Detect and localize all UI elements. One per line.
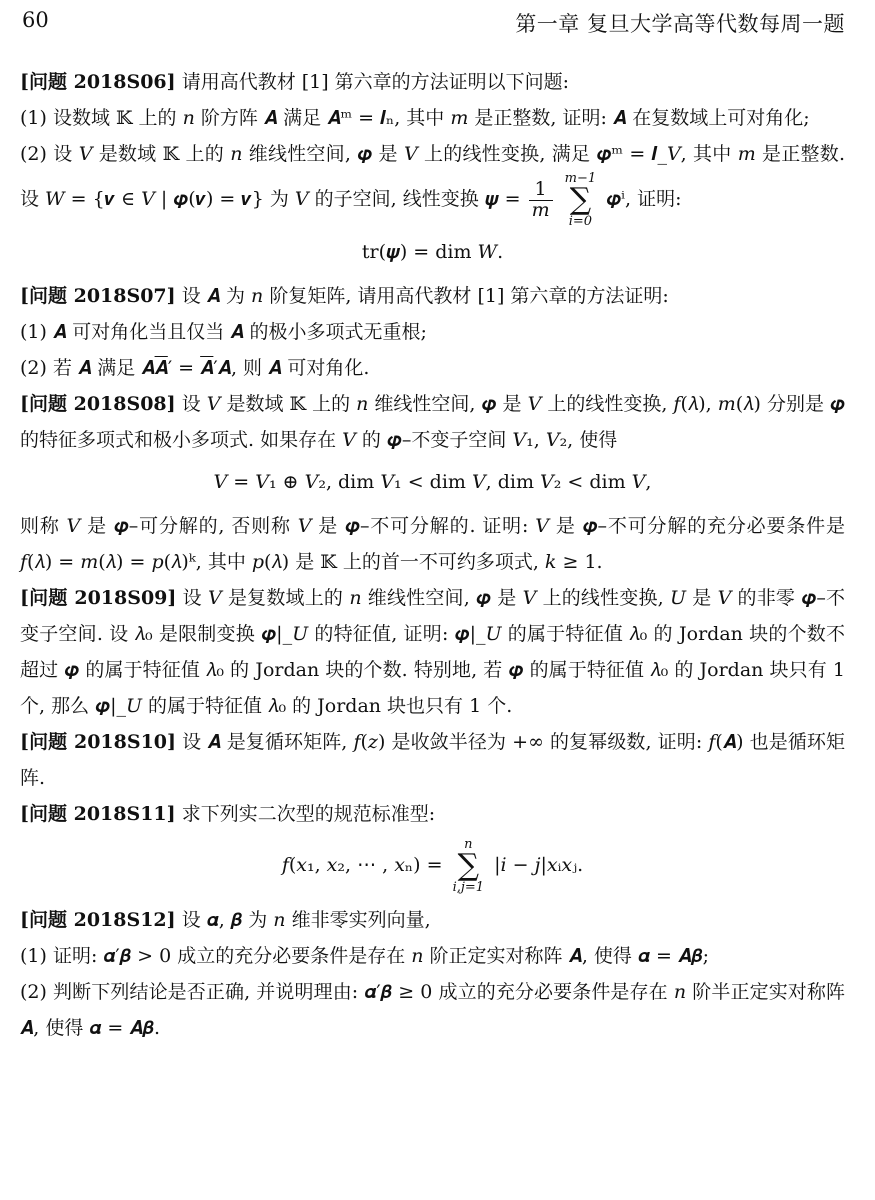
page-number: 60: [22, 8, 49, 32]
problem-07-part1: (1) 𝑨 可对角化当且仅当 𝑨 的极小多项式无重根;: [20, 321, 427, 343]
problem-11-intro-text: 求下列实二次型的规范标准型:: [181, 803, 436, 825]
problem-12-intro-text: 设 𝜶, 𝜷 为 𝑛 维非零实列向量,: [181, 909, 431, 931]
sigma-symbol: ∑: [569, 182, 592, 217]
summation-sign: [565, 172, 597, 228]
equation-left-side: 𝑓(𝑥₁, 𝑥₂, ⋯ , 𝑥ₙ) =: [281, 854, 443, 876]
problem-06-part2: [20, 136, 845, 228]
conjugate-matrix-a: 𝑨: [154, 357, 168, 379]
problem-06-label: [问题 2018S06]: [20, 71, 176, 93]
summation-upper-limit: m−1: [564, 171, 597, 186]
conjugate-matrix-a-2: 𝑨: [200, 357, 214, 379]
equation-right-side: |𝑖 − 𝑗|𝑥ᵢ𝑥ⱼ.: [494, 854, 584, 876]
problem-06-equation: tr(𝝍) = dim 𝑊.: [361, 241, 504, 263]
fraction-numerator: 1: [529, 180, 553, 201]
problem-06-part2-text: (2) 设 𝑉 是数域 𝕂 上的 𝑛 维线性空间, 𝝋 是 𝑉 上的线性变换, 满足 𝝋ᵐ = 𝑰_𝑉, 其中 𝑚 是正整数. 设 𝑊 = {𝒗 ∈ 𝑉 | 𝝋(𝒗) = 𝒗} 为 𝑉 的子空间, 线性变换 𝝍 =: [20, 143, 845, 210]
summation-lower-limit-2: i,j=1: [452, 880, 485, 895]
problem-07-intro: [20, 278, 845, 314]
fraction-one-over-m: [529, 177, 553, 221]
problem-08-label: [问题 2018S08]: [20, 393, 176, 415]
problem-07-part2-tail: ′𝑨, 则 𝑨 可对角化.: [213, 357, 370, 379]
sigma-symbol-2: ∑: [457, 848, 480, 883]
problem-10-text: 设 𝑨 是复循环矩阵, 𝑓(𝑧) 是收敛半径为 +∞ 的复幂级数, 证明: 𝑓(𝑨) 也是循环矩阵.: [20, 731, 846, 789]
problem-06-intro-text: 请用高代教材 [1] 第六章的方法证明以下问题:: [181, 71, 570, 93]
summation-sign-2: [453, 838, 484, 894]
problem-11-label: [问题 2018S11]: [20, 803, 176, 825]
problem-07-intro-text: 设 𝑨 为 𝑛 阶复矩阵, 请用高代教材 [1] 第六章的方法证明:: [181, 285, 669, 307]
problem-08-rest: 则称 𝑉 是 𝝋–可分解的, 否则称 𝑉 是 𝝋–不可分解的. 证明: 𝑉 是 𝝋–不可分解的充分必要条件是 𝑓(𝜆) = 𝑚(𝜆) = 𝑝(𝜆)ᵏ, 其中 𝑝(𝜆) 是 𝕂 上的首一不可约多项式, 𝑘 ≥ 1.: [20, 515, 845, 573]
problem-11-intro: [20, 796, 845, 832]
problem-12-label: [问题 2018S12]: [20, 909, 176, 931]
summation-lower-limit: i=0: [568, 214, 593, 229]
problem-07-part2: [20, 350, 845, 386]
problem-09: [20, 580, 845, 724]
page-header: [22, 8, 845, 38]
fraction-denominator: m: [531, 198, 550, 221]
problem-08-intro: [20, 386, 845, 458]
problem-07-label: [问题 2018S07]: [20, 285, 176, 307]
problem-12-part1: (1) 证明: 𝜶′𝜷 > 0 成立的充分必要条件是存在 𝑛 阶正定实对称阵 𝑨, 使得 𝜶 = 𝑨𝜷;: [20, 945, 710, 967]
problem-06-part1: (1) 设数域 𝕂 上的 𝑛 阶方阵 𝑨 满足 𝑨ᵐ = 𝑰ₙ, 其中 𝑚 是正整数, 证明: 𝑨 在复数域上可对角化;: [20, 107, 810, 129]
problem-10: [20, 724, 845, 796]
summation-upper-limit-2: n: [464, 837, 473, 852]
problem-09-text: 设 𝑉 是复数域上的 𝑛 维线性空间, 𝝋 是 𝑉 上的线性变换, 𝑈 是 𝑉 的非零 𝝋–不变子空间. 设 𝜆₀ 是限制变换 𝝋|_𝑈 的特征值, 证明: 𝝋|_𝑈 的属于特征值 𝜆₀ 的 Jordan 块的个数不超过 𝝋 的属于特征值 𝜆₀ 的 Jordan 块的个数. 特别地, 若 𝝋 的属于特征值 𝜆₀ 的 Jordan 块只有 1 个, 那么 𝝋|_𝑈 的属于特征值 𝜆₀ 的 Jordan 块也只有 1 个.: [20, 587, 846, 717]
problem-07-part2-text: (2) 若 𝑨 满足 𝑨: [20, 357, 155, 379]
page-body: [20, 64, 845, 1046]
running-title: 第一章 复旦大学高等代数每周一题: [515, 12, 845, 36]
problem-08-intro-text: 设 𝑉 是数域 𝕂 上的 𝑛 维线性空间, 𝝋 是 𝑉 上的线性变换, 𝑓(𝜆), 𝑚(𝜆) 分别是 𝝋 的特征多项式和极小多项式. 如果存在 𝑉 的 𝝋–不变子空间 𝑉₁, 𝑉₂, 使得: [20, 393, 846, 451]
problem-12-part2: (2) 判断下列结论是否正确, 并说明理由: 𝜶′𝜷 ≥ 0 成立的充分必要条件是存在 𝑛 阶半正定实对称阵 𝑨, 使得 𝜶 = 𝑨𝜷.: [20, 981, 845, 1039]
problem-06-intro: [20, 64, 845, 100]
problem-08-equation: 𝑉 = 𝑉₁ ⊕ 𝑉₂, dim 𝑉₁ < dim 𝑉, dim 𝑉₂ < dim 𝑉,: [213, 471, 652, 493]
problem-06-part2-tail: 𝝋ⁱ, 证明:: [606, 188, 682, 210]
problem-12-intro: [20, 902, 845, 938]
problem-09-label: [问题 2018S09]: [20, 587, 177, 609]
problem-07-part2-mid: ′ =: [167, 357, 195, 379]
problem-10-label: [问题 2018S10]: [20, 731, 177, 753]
problem-11-equation: [20, 838, 845, 894]
